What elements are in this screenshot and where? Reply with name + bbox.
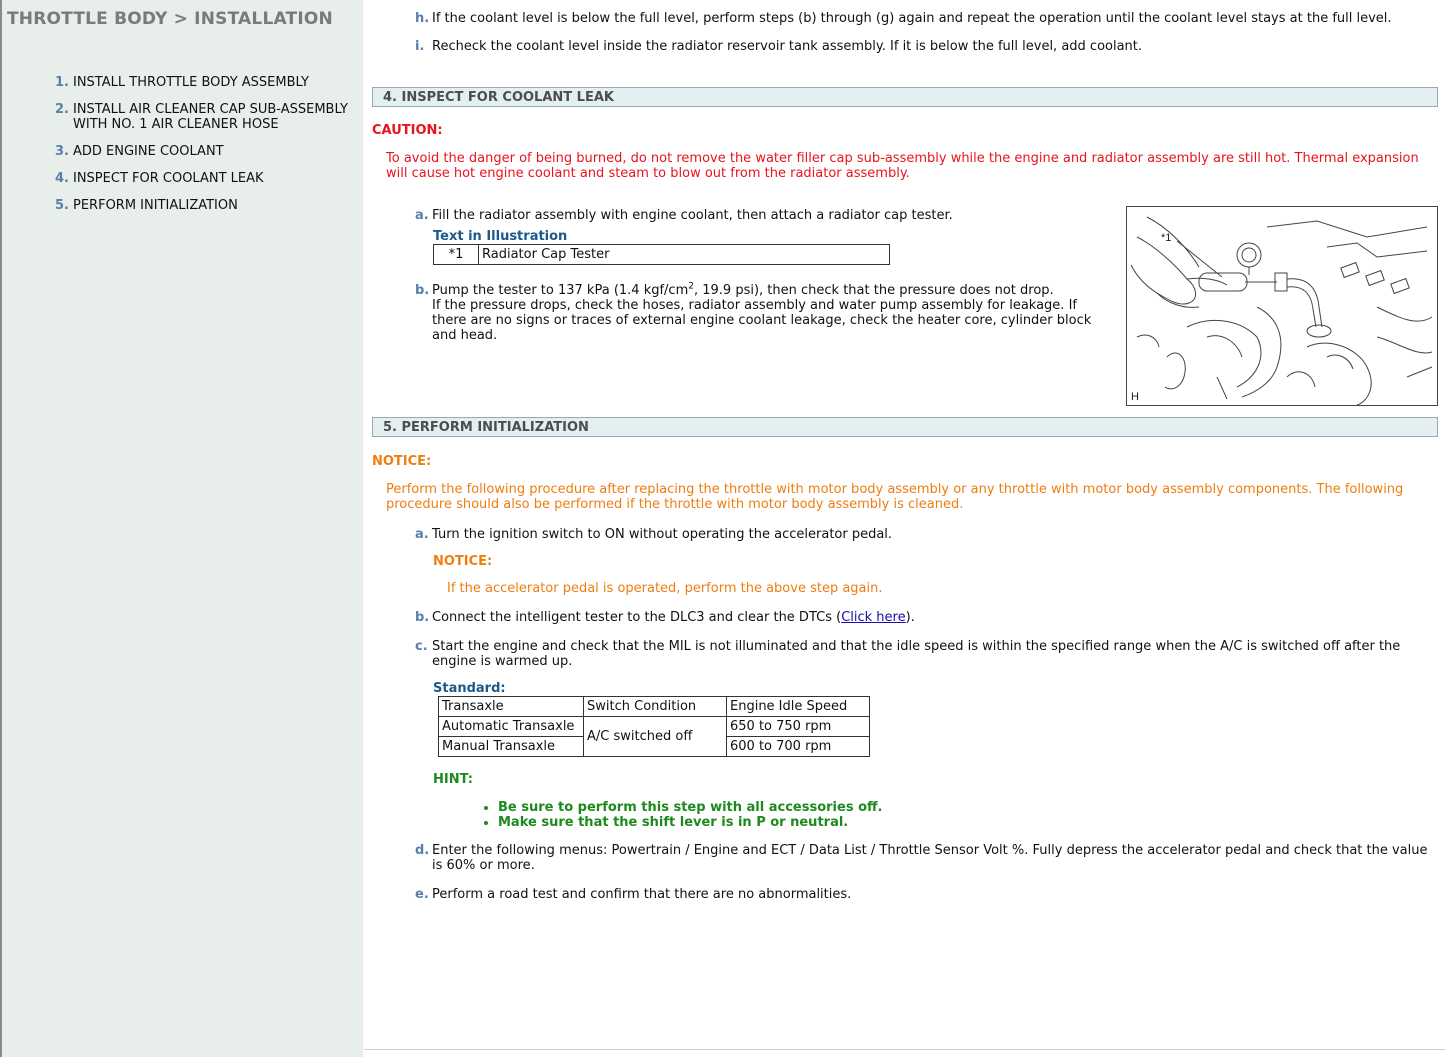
- toc-item-add-engine-coolant[interactable]: [55, 144, 360, 159]
- step-letter: b.: [415, 283, 430, 298]
- notice2-text: If the accelerator pedal is operated, perform the above step again.: [447, 581, 883, 596]
- section4-step-a: [415, 208, 1115, 223]
- step-letter: d.: [415, 843, 430, 858]
- step-text: Turn the ignition switch to ON without operating the accelerator pedal.: [432, 527, 893, 542]
- toc-item-number: 1.: [55, 75, 69, 90]
- step-text: Enter the following menus: Powertrain / Engine and ECT / Data List / Throttle Sensor Volt %. Fully depress the accelerator pedal and check that the value is 60% or more.: [432, 843, 1428, 873]
- hint-label: HINT:: [433, 772, 473, 787]
- illustration-callout: *1: [1161, 232, 1172, 244]
- step-letter: c.: [415, 639, 428, 654]
- step-i: [415, 39, 1425, 54]
- hint-item: • Be sure to perform this step with all accessories off.: [498, 800, 883, 815]
- illustration-legend-table: [433, 244, 890, 265]
- main-content: [364, 0, 1445, 1057]
- radiator-cap-tester-illustration: [1126, 206, 1438, 406]
- step-text-post: , 19.9 psi), then check that the pressure does not drop.: [693, 283, 1054, 298]
- step-text-detail: If the pressure drops, check the hoses, radiator assembly and water pump assembly for leakage. If there are no signs or traces of external engine coolant leakage, check the heater core, cylinder block and head.: [432, 298, 1092, 343]
- caution-text: To avoid the danger of being burned, do not remove the water filler cap sub-assembly while the engine and radiator assembly are still hot. Thermal expansion will cause hot engine coolant and steam to blow out from the radiator assembly.: [386, 151, 1419, 181]
- standard-label: Standard:: [433, 681, 506, 696]
- toc-item-number: 5.: [55, 198, 69, 213]
- click-here-link[interactable]: Click here: [841, 610, 906, 625]
- bottom-divider: [364, 1049, 1445, 1050]
- table-header-cell: Engine Idle Speed: [727, 697, 870, 717]
- step-text: If the coolant level is below the full level, perform steps (b) through (g) again and repeat the operation until the coolant level stays at the full level.: [432, 11, 1392, 26]
- toc-item-label[interactable]: INSTALL AIR CLEANER CAP SUB-ASSEMBLY WITH NO. 1 AIR CLEANER HOSE: [73, 102, 348, 132]
- section-header-perform-initialization: 5. PERFORM INITIALIZATION: [372, 417, 1438, 437]
- sidebar: [0, 0, 363, 1057]
- toc-item-number: 4.: [55, 171, 69, 186]
- sidebar-edge: [0, 0, 2, 1057]
- table-cell: Automatic Transaxle: [439, 717, 584, 737]
- toc-item-perform-initialization[interactable]: [55, 198, 360, 213]
- step-letter: h.: [415, 11, 430, 26]
- step-body: [432, 283, 1105, 343]
- page-title: THROTTLE BODY > INSTALLATION: [7, 9, 333, 29]
- table-header-cell: Transaxle: [439, 697, 584, 717]
- step-letter: a.: [415, 527, 429, 542]
- toc-item-install-throttle-body[interactable]: [55, 75, 360, 90]
- step-text: Fill the radiator assembly with engine coolant, then attach a radiator cap tester.: [432, 208, 953, 223]
- table-header-row: [439, 697, 870, 717]
- idle-speed-standard-table: [438, 696, 870, 757]
- section5-step-b: [415, 610, 1425, 625]
- notice-text: Perform the following procedure after replacing the throttle with motor body assembly or any throttle with motor body assembly components. The following procedure should also be performed if the throttle with motor body assembly is cleaned.: [386, 482, 1404, 512]
- toc-item-number: 3.: [55, 144, 69, 159]
- step-text: Recheck the coolant level inside the radiator reservoir tank assembly. If it is below the full level, add coolant.: [432, 39, 1143, 54]
- table-row: [434, 245, 890, 265]
- toc-item-number: 2.: [55, 102, 69, 117]
- notice2-label: NOTICE:: [433, 554, 493, 569]
- illustration-legend-title: Text in Illustration: [433, 229, 568, 244]
- superscript: 2: [688, 281, 694, 292]
- section5-step-e: [415, 887, 1425, 902]
- step-text: [432, 610, 915, 625]
- step-text-pre: Connect the intelligent tester to the DLC3 and clear the DTCs (: [432, 610, 842, 625]
- step-letter: i.: [415, 39, 425, 54]
- step-h: [415, 11, 1425, 26]
- step-text: Start the engine and check that the MIL is not illuminated and that the idle speed is within the specified range when the A/C is switched off after the engine is warmed up.: [432, 639, 1401, 669]
- legend-key: *1: [434, 245, 479, 265]
- illustration-corner-letter: H: [1131, 391, 1139, 403]
- step-text-pre: Pump the tester to 137 kPa (1.4 kgf/cm: [432, 283, 689, 298]
- toc-item-label[interactable]: INSPECT FOR COOLANT LEAK: [73, 171, 264, 186]
- legend-value: Radiator Cap Tester: [479, 245, 890, 265]
- table-header-cell: Switch Condition: [584, 697, 727, 717]
- step-letter: e.: [415, 887, 429, 902]
- step-text: Perform a road test and confirm that there are no abnormalities.: [432, 887, 852, 902]
- step-text: [432, 283, 1105, 298]
- toc-item-inspect-coolant-leak[interactable]: [55, 171, 360, 186]
- section4-step-b: [415, 283, 1105, 343]
- toc-item-install-air-cleaner-cap[interactable]: [55, 102, 360, 132]
- table-cell-merged: A/C switched off: [584, 717, 727, 757]
- engine-line-drawing: [1127, 207, 1437, 405]
- section5-step-a: [415, 527, 1425, 542]
- table-cell: Manual Transaxle: [439, 737, 584, 757]
- step-letter: b.: [415, 610, 430, 625]
- toc-item-label[interactable]: INSTALL THROTTLE BODY ASSEMBLY: [73, 75, 309, 90]
- section5-step-c: [415, 639, 1430, 669]
- toc-item-label[interactable]: ADD ENGINE COOLANT: [73, 144, 224, 159]
- step-letter: a.: [415, 208, 429, 223]
- section5-step-d: [415, 843, 1430, 873]
- hint-item: • Make sure that the shift lever is in P or neutral.: [498, 815, 883, 830]
- table-cell: 650 to 750 rpm: [727, 717, 870, 737]
- caution-label: CAUTION:: [372, 123, 443, 138]
- notice-label: NOTICE:: [372, 454, 432, 469]
- table-cell: 600 to 700 rpm: [727, 737, 870, 757]
- hint-list: [482, 800, 883, 830]
- step-text-post: ).: [905, 610, 915, 625]
- toc-item-label[interactable]: PERFORM INITIALIZATION: [73, 198, 238, 213]
- table-row: [439, 717, 870, 737]
- section-header-inspect-coolant-leak: 4. INSPECT FOR COOLANT LEAK: [372, 87, 1438, 107]
- table-of-contents: [55, 75, 360, 225]
